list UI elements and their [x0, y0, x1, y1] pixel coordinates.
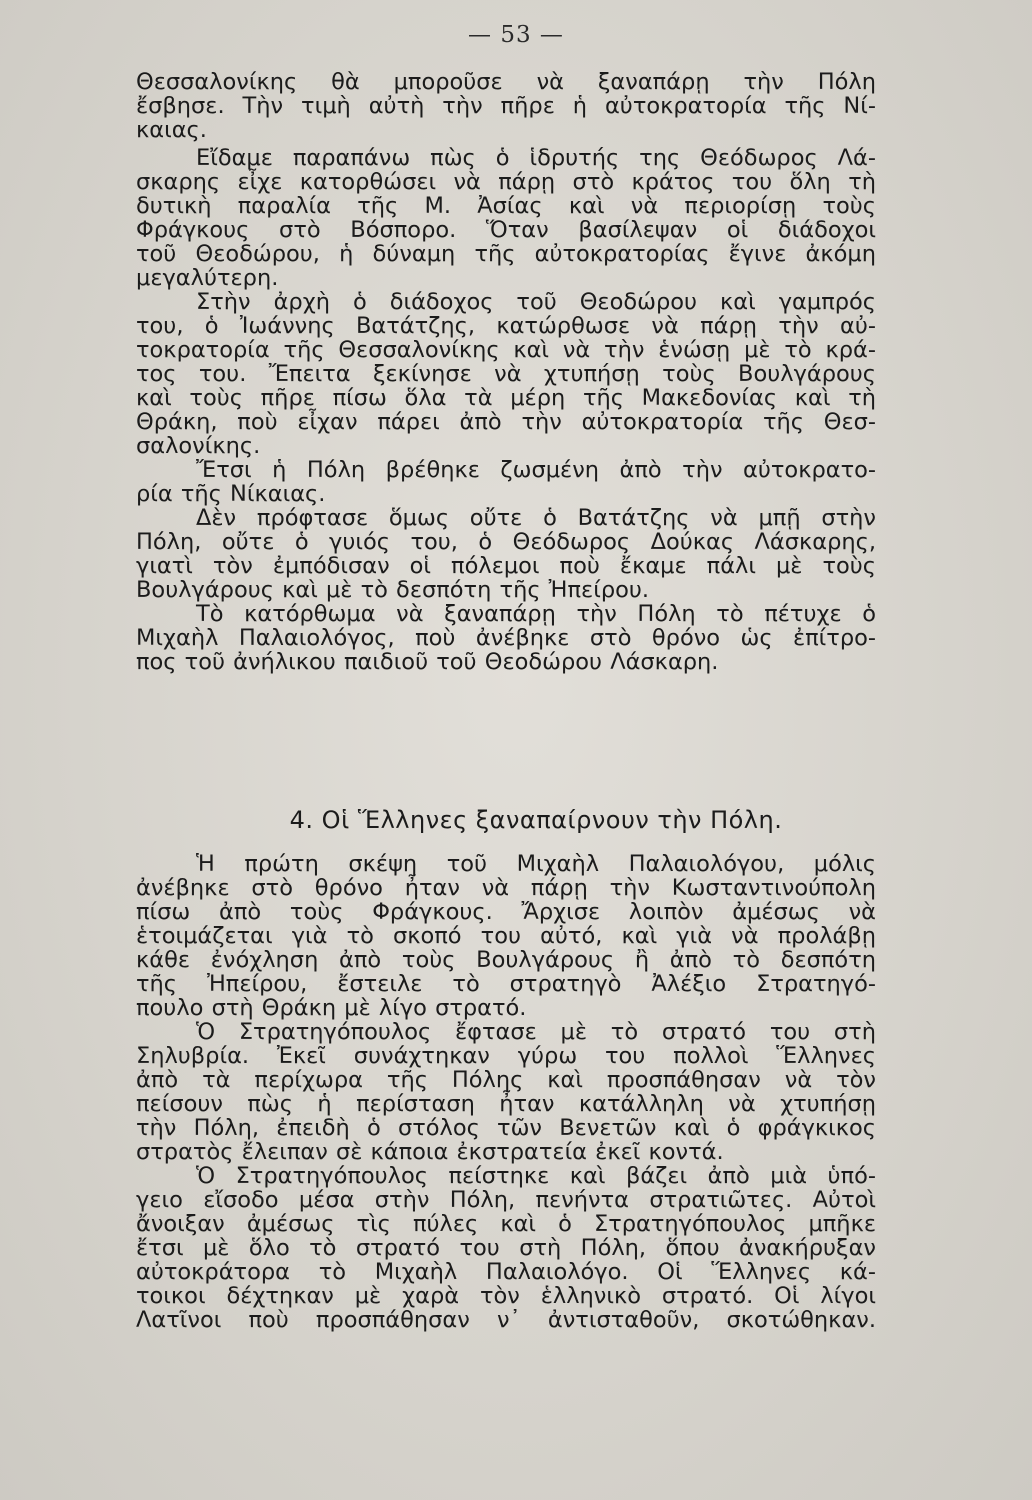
text-line: τοκρατορία τῆς Θεσσαλονίκης καὶ νὰ τὴν ἑνώσῃ μὲ τὸ κρά- [136, 337, 876, 363]
text-line: Στὴν ἀρχὴ ὁ διάδοχος τοῦ Θεοδώρου καὶ γαμπρός [196, 289, 876, 315]
text-line: Ἔτσι ἡ Πόλη βρέθηκε ζωσμένη ἀπὸ τὴν αὐτοκρατο- [196, 457, 876, 483]
paragraph [136, 1020, 876, 1164]
text-line: Λατῖνοι ποὺ προσπάθησαν ν᾿ ἀντισταθοῦν, σκοτώθηκαν. [136, 1307, 876, 1333]
text-line: Τὸ κατόρθωμα νὰ ξαναπάρῃ τὴν Πόλη τὸ πέτυχε ὁ [196, 601, 876, 627]
text-line: πείσουν πὼς ἡ περίσταση ἦταν κατάλληλη νὰ χτυπήσῃ [136, 1091, 876, 1117]
text-line: καιας. [136, 117, 207, 143]
text-line: σκαρης εἶχε κατορθώσει νὰ πάρῃ στὸ κράτος του ὅλη τὴ [136, 169, 876, 195]
text-line: τος του. Ἔπειτα ξεκίνησε νὰ χτυπήσῃ τοὺς Βουλγάρους [136, 361, 876, 387]
text-line: Μιχαὴλ Παλαιολόγος, ποὺ ἀνέβηκε στὸ θρόνο ὡς ἐπίτρο- [136, 625, 876, 651]
paragraph [136, 1164, 876, 1332]
text-line: ἔτσι μὲ ὅλο τὸ στρατό του στὴ Πόλη, ὅπου ἀνακήρυξαν [136, 1235, 876, 1261]
text-line: τοῦ Θεοδώρου, ἡ δύναμη τῆς αὐτοκρατορίας ἔγινε ἀκόμη [136, 241, 876, 267]
text-part-2 [136, 852, 876, 1332]
text-line: ἑτοιμάζεται γιὰ τὸ σκοπό του αὐτό, καὶ γιὰ νὰ προλάβῃ [136, 923, 876, 949]
paragraph [136, 146, 876, 290]
section-heading: 4. Οἱ Ἕλληνες ξαναπαίρνουν τὴν Πόλη. [289, 806, 783, 834]
page-number: — 53 — [468, 22, 564, 48]
text-line: Πόλη, οὔτε ὁ γυιός του, ὁ Θεόδωρος Δούκας Λάσκαρης, [136, 529, 876, 555]
text-line: ἄνοιξαν ἀμέσως τὶς πύλες καὶ ὁ Στρατηγόπουλος μπῆκε [136, 1211, 876, 1237]
text-line: Ὁ Στρατηγόπουλος πείστηκε καὶ βάζει ἀπὸ μιὰ ὑπό- [196, 1163, 876, 1189]
paragraph [136, 506, 876, 602]
text-line: αὐτοκράτορα τὸ Μιχαὴλ Παλαιολόγο. Οἱ Ἕλληνες κά- [136, 1259, 876, 1285]
paragraph [136, 458, 876, 506]
text-line: Εἴδαμε παραπάνω πὼς ὁ ἱδρυτής της Θεόδωρος Λά- [196, 145, 876, 171]
text-line: Βουλγάρους καὶ μὲ τὸ δεσπότη τῆς Ἠπείρου. [136, 577, 650, 603]
text-line: γιατὶ τὸν ἐμπόδισαν οἱ πόλεμοι ποὺ ἔκαμε πάλι μὲ τοὺς [136, 553, 876, 579]
text-line: τῆς Ἠπείρου, ἔστειλε τὸ στρατηγὸ Ἀλέξιο Στρατηγό- [136, 971, 876, 997]
paragraph [136, 290, 876, 458]
text-line: Ἡ πρώτη σκέψη τοῦ Μιχαὴλ Παλαιολόγου, μόλις [196, 851, 876, 877]
text-line: γειο εἴσοδο μέσα στὴν Πόλη, πενήντα στρατιῶτες. Αὐτοὶ [136, 1187, 876, 1213]
text-line: Ὁ Στρατηγόπουλος ἔφτασε μὲ τὸ στρατό του στὴ [196, 1019, 876, 1045]
text-line: τὴν Πόλη, ἐπειδὴ ὁ στόλος τῶν Βενετῶν καὶ ὁ φράγκικος [136, 1115, 876, 1141]
intro-paragraph [136, 70, 876, 142]
paragraph [136, 602, 876, 674]
text-line: του, ὁ Ἰωάννης Βατάτζης, κατώρθωσε νὰ πάρῃ τὴν αὐ- [136, 313, 876, 339]
text-line: καὶ τοὺς πῆρε πίσω ὅλα τὰ μέρη τῆς Μακεδονίας καὶ τὴ [136, 385, 876, 411]
paragraph [136, 852, 876, 1020]
text-line: Θράκη, ποὺ εἶχαν πάρει ἀπὸ τὴν αὐτοκρατορία τῆς Θεσ- [136, 409, 876, 435]
text-line: κάθε ἐνόχληση ἀπὸ τοὺς Βουλγάρους ἢ ἀπὸ τὸ δεσπότη [136, 947, 876, 973]
text-line: μεγαλύτερη. [136, 265, 279, 291]
text-line: τοικοι δέχτηκαν μὲ χαρὰ τὸν ἑλληνικὸ στρατό. Οἱ λίγοι [136, 1283, 876, 1309]
text-line: πίσω ἀπὸ τοὺς Φράγκους. Ἄρχισε λοιπὸν ἀμέσως νὰ [136, 899, 876, 925]
text-line: Φράγκους στὸ Βόσπορο. Ὅταν βασίλεψαν οἱ διάδοχοι [136, 217, 876, 243]
text-line: ἔσβησε. Τὴν τιμὴ αὐτὴ τὴν πῆρε ἡ αὐτοκρατορία τῆς Νί- [136, 93, 876, 119]
text-line: στρατὸς ἔλειπαν σὲ κάποια ἐκστρατεία ἐκεῖ κοντά. [136, 1139, 724, 1165]
text-line: πουλο στὴ Θράκη μὲ λίγο στρατό. [136, 995, 527, 1021]
text-part-1 [136, 70, 876, 674]
text-line: ἀνέβηκε στὸ θρόνο ἦταν νὰ πάρῃ τὴν Κωσταντινούπολη [136, 875, 876, 901]
text-line: σαλονίκης. [136, 433, 261, 459]
text-line: δυτικὴ παραλία τῆς Μ. Ἀσίας καὶ νὰ περιορίσῃ τοὺς [136, 193, 876, 219]
text-line: Δὲν πρόφτασε ὅμως οὔτε ὁ Βατάτζης νὰ μπῇ στὴν [196, 505, 876, 531]
text-line: Θεσσαλονίκης θὰ μποροῦσε νὰ ξαναπάρῃ τὴν Πόλη [136, 69, 876, 95]
text-line: ρία τῆς Νίκαιας. [136, 481, 326, 507]
text-line: Σηλυβρία. Ἐκεῖ συνάχτηκαν γύρω του πολλοὶ Ἕλληνες [136, 1043, 876, 1069]
text-line: ἀπὸ τὰ περίχωρα τῆς Πόλης καὶ προσπάθησαν νὰ τὸν [136, 1067, 876, 1093]
text-line: πος τοῦ ἀνήλικου παιδιοῦ τοῦ Θεοδώρου Λάσκαρη. [136, 649, 719, 675]
